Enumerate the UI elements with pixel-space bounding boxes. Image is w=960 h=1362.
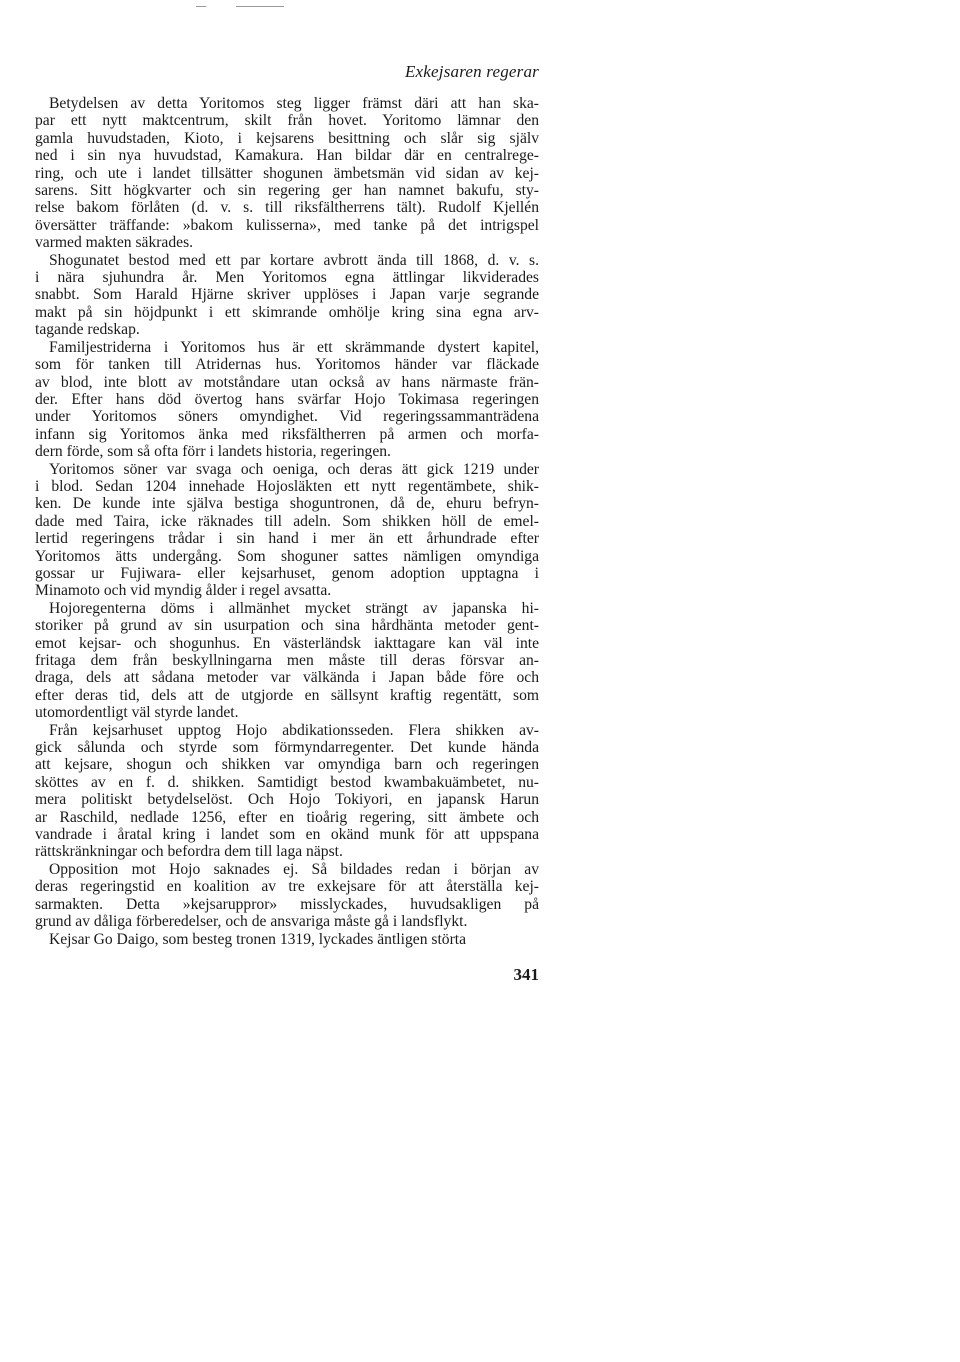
- text-line: grund av dåliga förberedelser, och de ansvariga måste gå i landsflykt.: [35, 913, 468, 931]
- text-line: mera politiskt betydelselöst. Och Hojo Tokiyori, en japansk Harun: [35, 791, 539, 809]
- running-head: Exkejsaren regerar: [404, 62, 539, 81]
- text-line: som för tanken till Atridernas hus. Yoritomos händer var fläckade: [35, 356, 539, 374]
- text-line: gamla huvudstaden, Kioto, i kejsarens besittning och slår sig själv: [35, 129, 539, 147]
- paragraph: [35, 600, 539, 722]
- text-line: draga, dels att sådana metoder var välkända i Japan både före och: [35, 669, 539, 687]
- text-line: dern förde, som så ofta förr i landets historia, regeringen.: [35, 443, 391, 461]
- text-line: par ett nytt maktcentrum, skilt från hovet. Yoritomo lämnar den: [35, 112, 539, 130]
- text-line: fritaga dem från beskyllningarna men måste till deras försvar an-: [35, 652, 539, 669]
- scan-artifact-line: [236, 6, 284, 7]
- text-line: infann sig Yoritomos änka med riksfältherren på armen och morfa-: [35, 425, 539, 443]
- text-line: under Yoritomos söners omyndighet. Vid regeringssammanträdena: [35, 408, 539, 426]
- text-line: översätter träffande: »bakom kulisserna», med tanke på det intrigspel: [35, 216, 539, 234]
- text-line: ken. De kunde inte själva bestiga shoguntronen, då de, ehuru befryn-: [35, 495, 539, 513]
- page-number: 341: [513, 965, 539, 984]
- text-line: Yoritomos söner var svaga och oeniga, och deras ätt gick 1219 under: [49, 460, 539, 478]
- paragraph: [35, 931, 539, 948]
- text-line: efter deras tid, dels att de utgjorde en sällsynt kraftig regentätt, som: [35, 686, 539, 704]
- text-line: i nära sjuhundra år. Men Yoritomos egna ättlingar likviderades: [35, 269, 539, 287]
- text-line: sköttes av en f. d. shikken. Samtidigt bestod kwambakuämbetet, nu-: [35, 773, 539, 791]
- text-line: Hojoregenterna döms i allmänhet mycket strängt av japanska hi-: [49, 599, 539, 617]
- text-line: deras regeringstid en koalition av tre exkejsare för att återställa kej-: [35, 878, 539, 896]
- text-line: att kejsare, shogun och shikken var omyndiga barn och regeringen: [35, 756, 539, 774]
- text-line: rättskränkningar och befordra dem till laga näpst.: [35, 843, 343, 861]
- text-line: sarmakten. Detta »kejsaruppror» misslyckades, huvudsakligen på: [35, 895, 539, 913]
- text-line: lertid regeringens trådar i sin hand i mer än ett århundrade efter: [35, 530, 539, 548]
- text-line: sarens. Sitt högkvarter och sin regering ger han namnet bakufu, sty-: [35, 182, 539, 200]
- text-line: ring, och ute i landet tillsätter shogunen ämbetsmän vid sidan av kej-: [35, 164, 539, 182]
- text-line: relse bakom förlåten (d. v. s. till riksfältherrens tält). Rudolf Kjellén: [35, 199, 539, 217]
- text-line: i blod. Sedan 1204 innehade Hojosläkten ett nytt regentämbete, shik-: [35, 477, 539, 495]
- text-line: Minamoto och vid myndig ålder i regel avsatta.: [35, 582, 332, 600]
- text-line: dade med Taira, icke räknades till adeln. Som shikken höll de emel-: [35, 512, 539, 530]
- text-line: ar Raschild, nedlade 1256, efter en tioårig regering, sitt ämbete och: [35, 808, 539, 826]
- paragraph: [35, 339, 539, 461]
- paragraph: [35, 252, 539, 339]
- text-line: Betydelsen av detta Yoritomos steg ligger främst däri att han ska-: [49, 95, 539, 112]
- paragraph: [35, 461, 539, 600]
- text-line: av blod, inte blott av motståndare utan också av hans närmaste frän-: [35, 373, 539, 391]
- page-body: [35, 95, 539, 948]
- text-line: Yoritomos ätts undergång. Som shoguner sattes nämligen omyndiga: [35, 547, 539, 565]
- text-line: utomordentligt väl styrde landet.: [35, 704, 239, 722]
- scan-artifact-line: [196, 6, 206, 7]
- text-line: gossar ur Fujiwara- eller kejsarhuset, genom adoption upptagna i: [35, 564, 539, 582]
- text-line: storiker på grund av sin usurpation och sina hårdhänta metoder gent-: [35, 617, 539, 635]
- text-line: makt på sin höjdpunkt i ett skimrande omhölje kring sina egna arv-: [35, 303, 539, 321]
- text-line: Familjestriderna i Yoritomos hus är ett skrämmande dystert kapitel,: [49, 338, 539, 356]
- paragraph: [35, 722, 539, 861]
- text-line: ned i sin nya huvudstad, Kamakura. Han bildar där en centralrege-: [35, 147, 539, 165]
- text-line: vandrade i åratal kring i landet som en okänd munk för att uppspana: [35, 826, 539, 844]
- text-line: der. Efter hans död övertog hans svärfar Hojo Tokimasa regeringen: [35, 390, 539, 408]
- text-line: Från kejsarhuset upptog Hojo abdikationsseden. Flera shikken av-: [49, 721, 539, 739]
- text-line: tagande redskap.: [35, 321, 140, 339]
- text-line: varmed makten säkrades.: [35, 234, 194, 252]
- paragraph: [35, 95, 539, 252]
- text-line: snabbt. Som Harald Hjärne skriver upplöses i Japan varje segrande: [35, 286, 539, 304]
- text-line: emot kejsar- och shogunhus. En västerländsk iakttagare kan väl inte: [35, 634, 539, 652]
- text-line: Opposition mot Hojo saknades ej. Så bildades redan i början av: [49, 860, 539, 878]
- text-line: gick sålunda och styrde som förmyndarregenter. Det kunde hända: [35, 739, 539, 757]
- paragraph: [35, 861, 539, 931]
- text-line: Shogunatet bestod med ett par kortare avbrott ända till 1868, d. v. s.: [49, 251, 539, 269]
- text-line: Kejsar Go Daigo, som besteg tronen 1319, lyckades äntligen störta: [49, 930, 467, 948]
